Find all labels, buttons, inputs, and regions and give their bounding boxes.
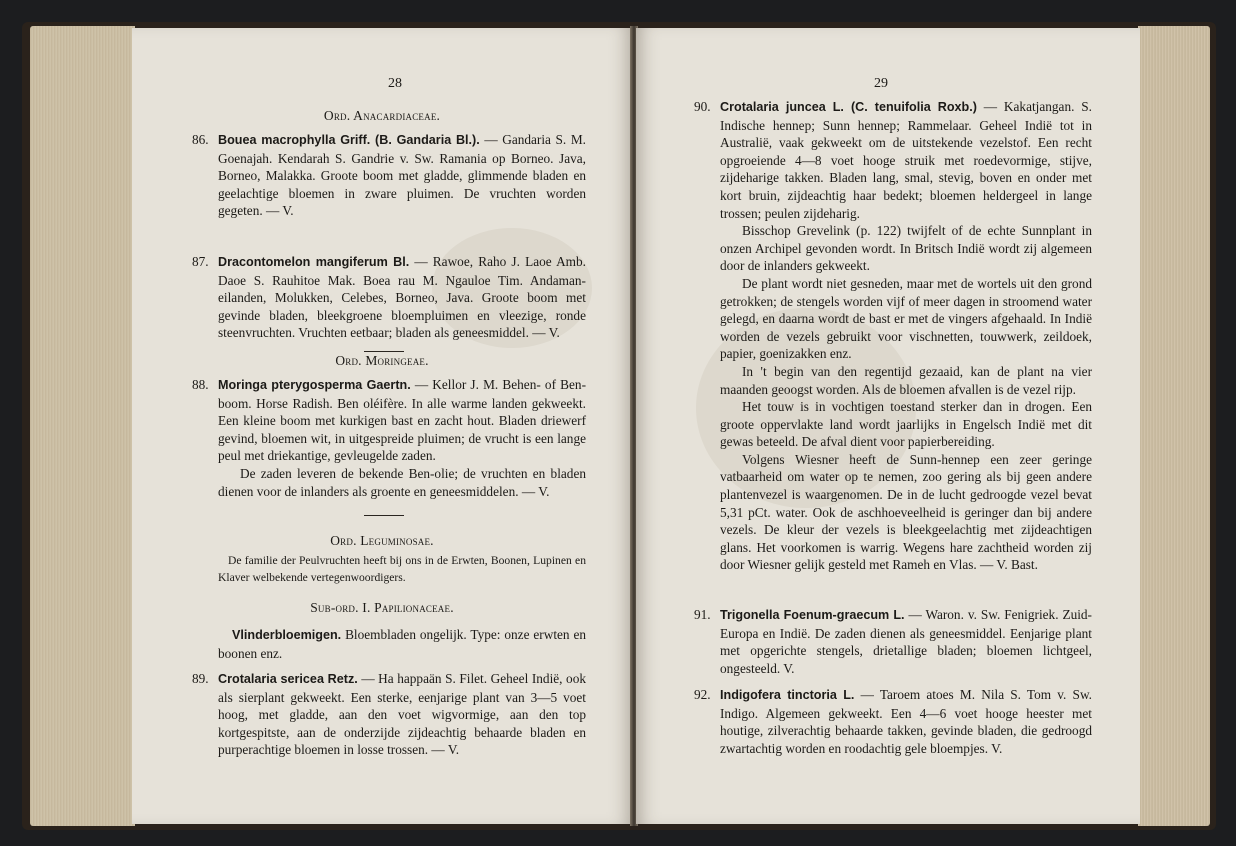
order-heading-leguminosae: Ord. Leguminosae. (330, 533, 434, 548)
entry-86: 86. Bouea macrophylla Griff. (B. Gandaria Bl.). — Gandaria S. M. Goenajah. Kendarah S. Gandrie v. Sw. Ramania op Borneo. Java, Borneo, Malakka. Groote boom met gladde, glimmende bladen en geelachtige bloemen in zware pluimen. De vruchten worden gegeten. — V. (192, 132, 586, 219)
entry-92: 92. Indigofera tinctoria L. — Taroem atoes M. Nila S. Tom v. Sw. Indigo. Algemeen gekweekt. Een 4—6 voet hooge heester met houtige, zilverachtig behaarde takken, gevinde bladen, die gedroogd zwartachtig worden en roodachtig gele bloempjes. V. (694, 687, 1093, 756)
entry-91: 91. Trigonella Foenum-graecum L. — Waron. v. Sw. Fenigriek. Zuid-Europa en Indië. De zaden dienen als geneesmiddel. Eenjarige plant met opgerichte stengels, drietallige bladen; bloemen lichtgeel, ongesteeld. V. (694, 607, 1092, 676)
left-page (132, 28, 632, 824)
separator-rule (364, 351, 404, 352)
order-heading-moringeae: Ord. Moringeae. (335, 353, 429, 368)
entry-87: 87. Dracontomelon mangiferum Bl. — Rawoe, Raho J. Laoe Amb. Daoe S. Rauhitoe Mak. Boea rau M. Ngauloe Tim. Andaman-eilanden, Molukken, Celebes, Borneo, Java. Groote boom met gevinde bladen, bleekgroene bloempluimen en vleezige, ronde steenvruchten. Vruchten eetbaar; bladen als geneesmiddel. — V. (192, 254, 586, 341)
page-number-right: 29 (874, 76, 888, 91)
entry-89: 89. Crotalaria sericea Retz. — Ha happaän S. Filet. Geheel Indië, ook als sierplant gekweekt. Een sterke, eenjarige plant van 3—5 voet hoog, met gladde, aan den voet wigvormige, aan den top kortgespitste, aan de onderzijde zijdeachtig behaarde bladen en purperachtige bloemen in losse trossen. — V. (192, 671, 586, 758)
right-page (636, 28, 1140, 824)
entry-vlinderbloemigen: Vlinderbloemigen. Bloembladen ongelijk. Type: onze erwten en boonen enz. (218, 627, 586, 661)
page-number-left: 28 (388, 76, 402, 91)
order-heading-anacardiaceae: Ord. Anacardiaceae. (323, 108, 441, 123)
family-note: De familie der Peulvruchten heeft bij ons in de Erwten, Boonen, Lupinen en Klaver welbekende vertegenwoordigers. (218, 554, 586, 584)
entry-88: 88. Moringa pterygosperma Gaertn. — Kellor J. M. Behen- of Ben-boom. Horse Radish. Ben oléifère. In alle warme landen gekweekt. Een kleine boom met kurkigen bast en zacht hout. Bladen driewerf gevind, bloemen wit, in uitgespreide pluimen; de vrucht is een lange peul met driekantige, gevleugelde zaden. De zaden leveren de bekende Ben-olie; de vruchten en bladen dienen voor de inlanders als groente en geneesmiddelen. — V. (192, 377, 586, 499)
entry-90: 90. Crotalaria juncea L. (C. tenuifolia Roxb.) — Kakatjangan. S. Indische hennep; Sunn hennep; Rammelaar. Geheel Indië tot in Australië, vaak gekweekt om de uitstekende vezelstof. Een recht opgroeiende 4—8 voet hooge struik met roedevormige, stijve, zijdeharige takken. Bladen lang, smal, stevig, boven en onder met kort bruin, zijdeachtig haar bedekt; bloemen heldergeel in lange trossen; peulen zijdeharig. Bisschop Grevelink (p. 122) twijfelt of de echte Sunnplant in onzen Archipel gevonden wordt. In Britsch Indië wordt zij algemeen door de inlanders gekweekt. De plant wordt niet gesneden, maar met de wortels uit den grond getrokken; de stengels worden vijf of meer dagen in stroomend water gelegd, en daarna wordt de bast er met de vingers afgehaald. In Indië worden de vezels gebruikt voor vischnetten, touwwerk, zeildoek, papier, goenizakken enz. In 't begin van den regentijd gezaaid, kan de plant na vier maanden geoogst worden. Als de bloemen afvallen is de vezel rijp. Het touw is in vochtigen toestand sterker dan in drogen. Een groote oppervlakte land wordt jaarlijks in Engelsch Indië met dit gewas beteeld. De afval dient voor papierbereiding. Volgens Wiesner heeft de Sunn-hennep een zeer geringe vatbaarheid om water op te nemen, zoo gering als bij geen andere plantenvezel is waargenomen. De in de lucht gedroogde vezel bevat 5,31 pCt. water. Ook de aschhoeveelheid is geringer dan bij andere vezels. De kleur der vezels is bleekgeelachtig met zijdeachtigen glans. Het voorkomen is warrig. Wegens hare zachtheid worden zij door Wiesner gelijk gesteld met Rameh en Vlas. — V. Bast. (694, 99, 1092, 573)
page-edges-right (1138, 26, 1210, 826)
suborder-heading-papilionaceae: Sub-ord. I. Papilionaceae. (310, 600, 454, 615)
page-edges-left (30, 26, 135, 826)
separator-rule (364, 515, 404, 516)
